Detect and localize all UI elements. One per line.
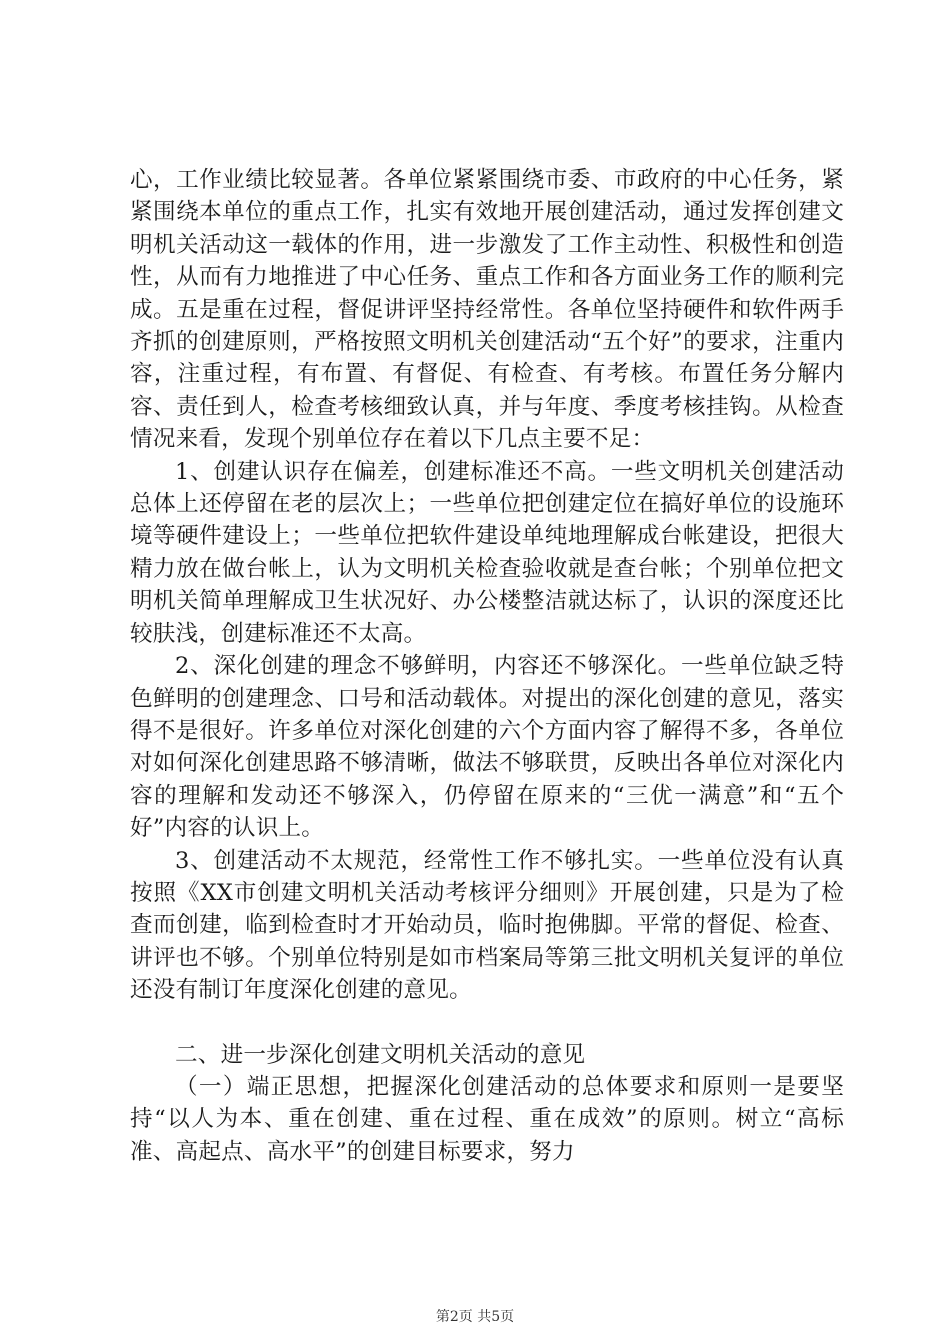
paragraph-point-3: 3、创建活动不太规范，经常性工作不够扎实。一些单位没有认真按照《XX市创建文明机关活动考核评分细则》开展创建，只是为了检查而创建，临到检查时才开始动员，临时抱佛脚。平常的督促、检查、讲评也不够。个别单位特别是如市档案局等第三批文明机关复评的单位还没有制订年度深化创建的意见。 (130, 847, 844, 1004)
paragraph-point-1: 1、创建认识存在偏差，创建标准还不高。一些文明机关创建活动总体上还停留在老的层次上；一些单位把创建定位在搞好单位的设施环境等硬件建设上；一些单位把软件建设单纯地理解成台帐建设，把很大精力放在做台帐上，认为文明机关检查验收就是查台帐；个别单位把文明机关简单理解成卫生状况好、办公楼整洁就达标了，认识的深度还比较肤浅，创建标准还不太高。 (130, 458, 844, 647)
paragraph-subsection-1: （一）端正思想，把握深化创建活动的总体要求和原则一是要坚持“以人为本、重在创建、重在过程、重在成效”的原则。树立“高标准、高起点、高水平”的创建目标要求，努力 (130, 1073, 844, 1165)
section-heading: 二、进一步深化创建文明机关活动的意见 (175, 1041, 586, 1068)
paragraph-gap (130, 1007, 844, 1039)
page-footer: 第2页 共5页 (435, 1309, 515, 1325)
document-body (130, 164, 844, 1168)
paragraph-point-2: 2、深化创建的理念不够鲜明，内容还不够深化。一些单位缺乏特色鲜明的创建理念、口号和活动载体。对提出的深化创建的意见，落实得不是很好。许多单位对深化创建的六个方面内容了解得不多，各单位对如何深化创建思路不够清晰，做法不够联贯，反映出各单位对深化内容的理解和发动还不够深入，仍停留在原来的“三优一满意”和“五个好”内容的认识上。 (130, 653, 844, 842)
paragraph-continuation: 心，工作业绩比较显著。各单位紧紧围绕市委、市政府的中心任务，紧紧围绕本单位的重点工作，扎实有效地开展创建活动，通过发挥创建文明机关活动这一载体的作用，进一步激发了工作主动性、积极性和创造性，从而有力地推进了中心任务、重点工作和各方面业务工作的顺利完成。五是重在过程，督促讲评坚持经常性。各单位坚持硬件和软件两手齐抓的创建原则，严格按照文明机关创建活动“五个好”的要求，注重内容，注重过程，有布置、有督促、有检查、有考核。布置任务分解内容、责任到人，检查考核细致认真，并与年度、季度考核挂钩。从检查情况来看，发现个别单位存在着以下几点主要不足： (130, 167, 844, 453)
